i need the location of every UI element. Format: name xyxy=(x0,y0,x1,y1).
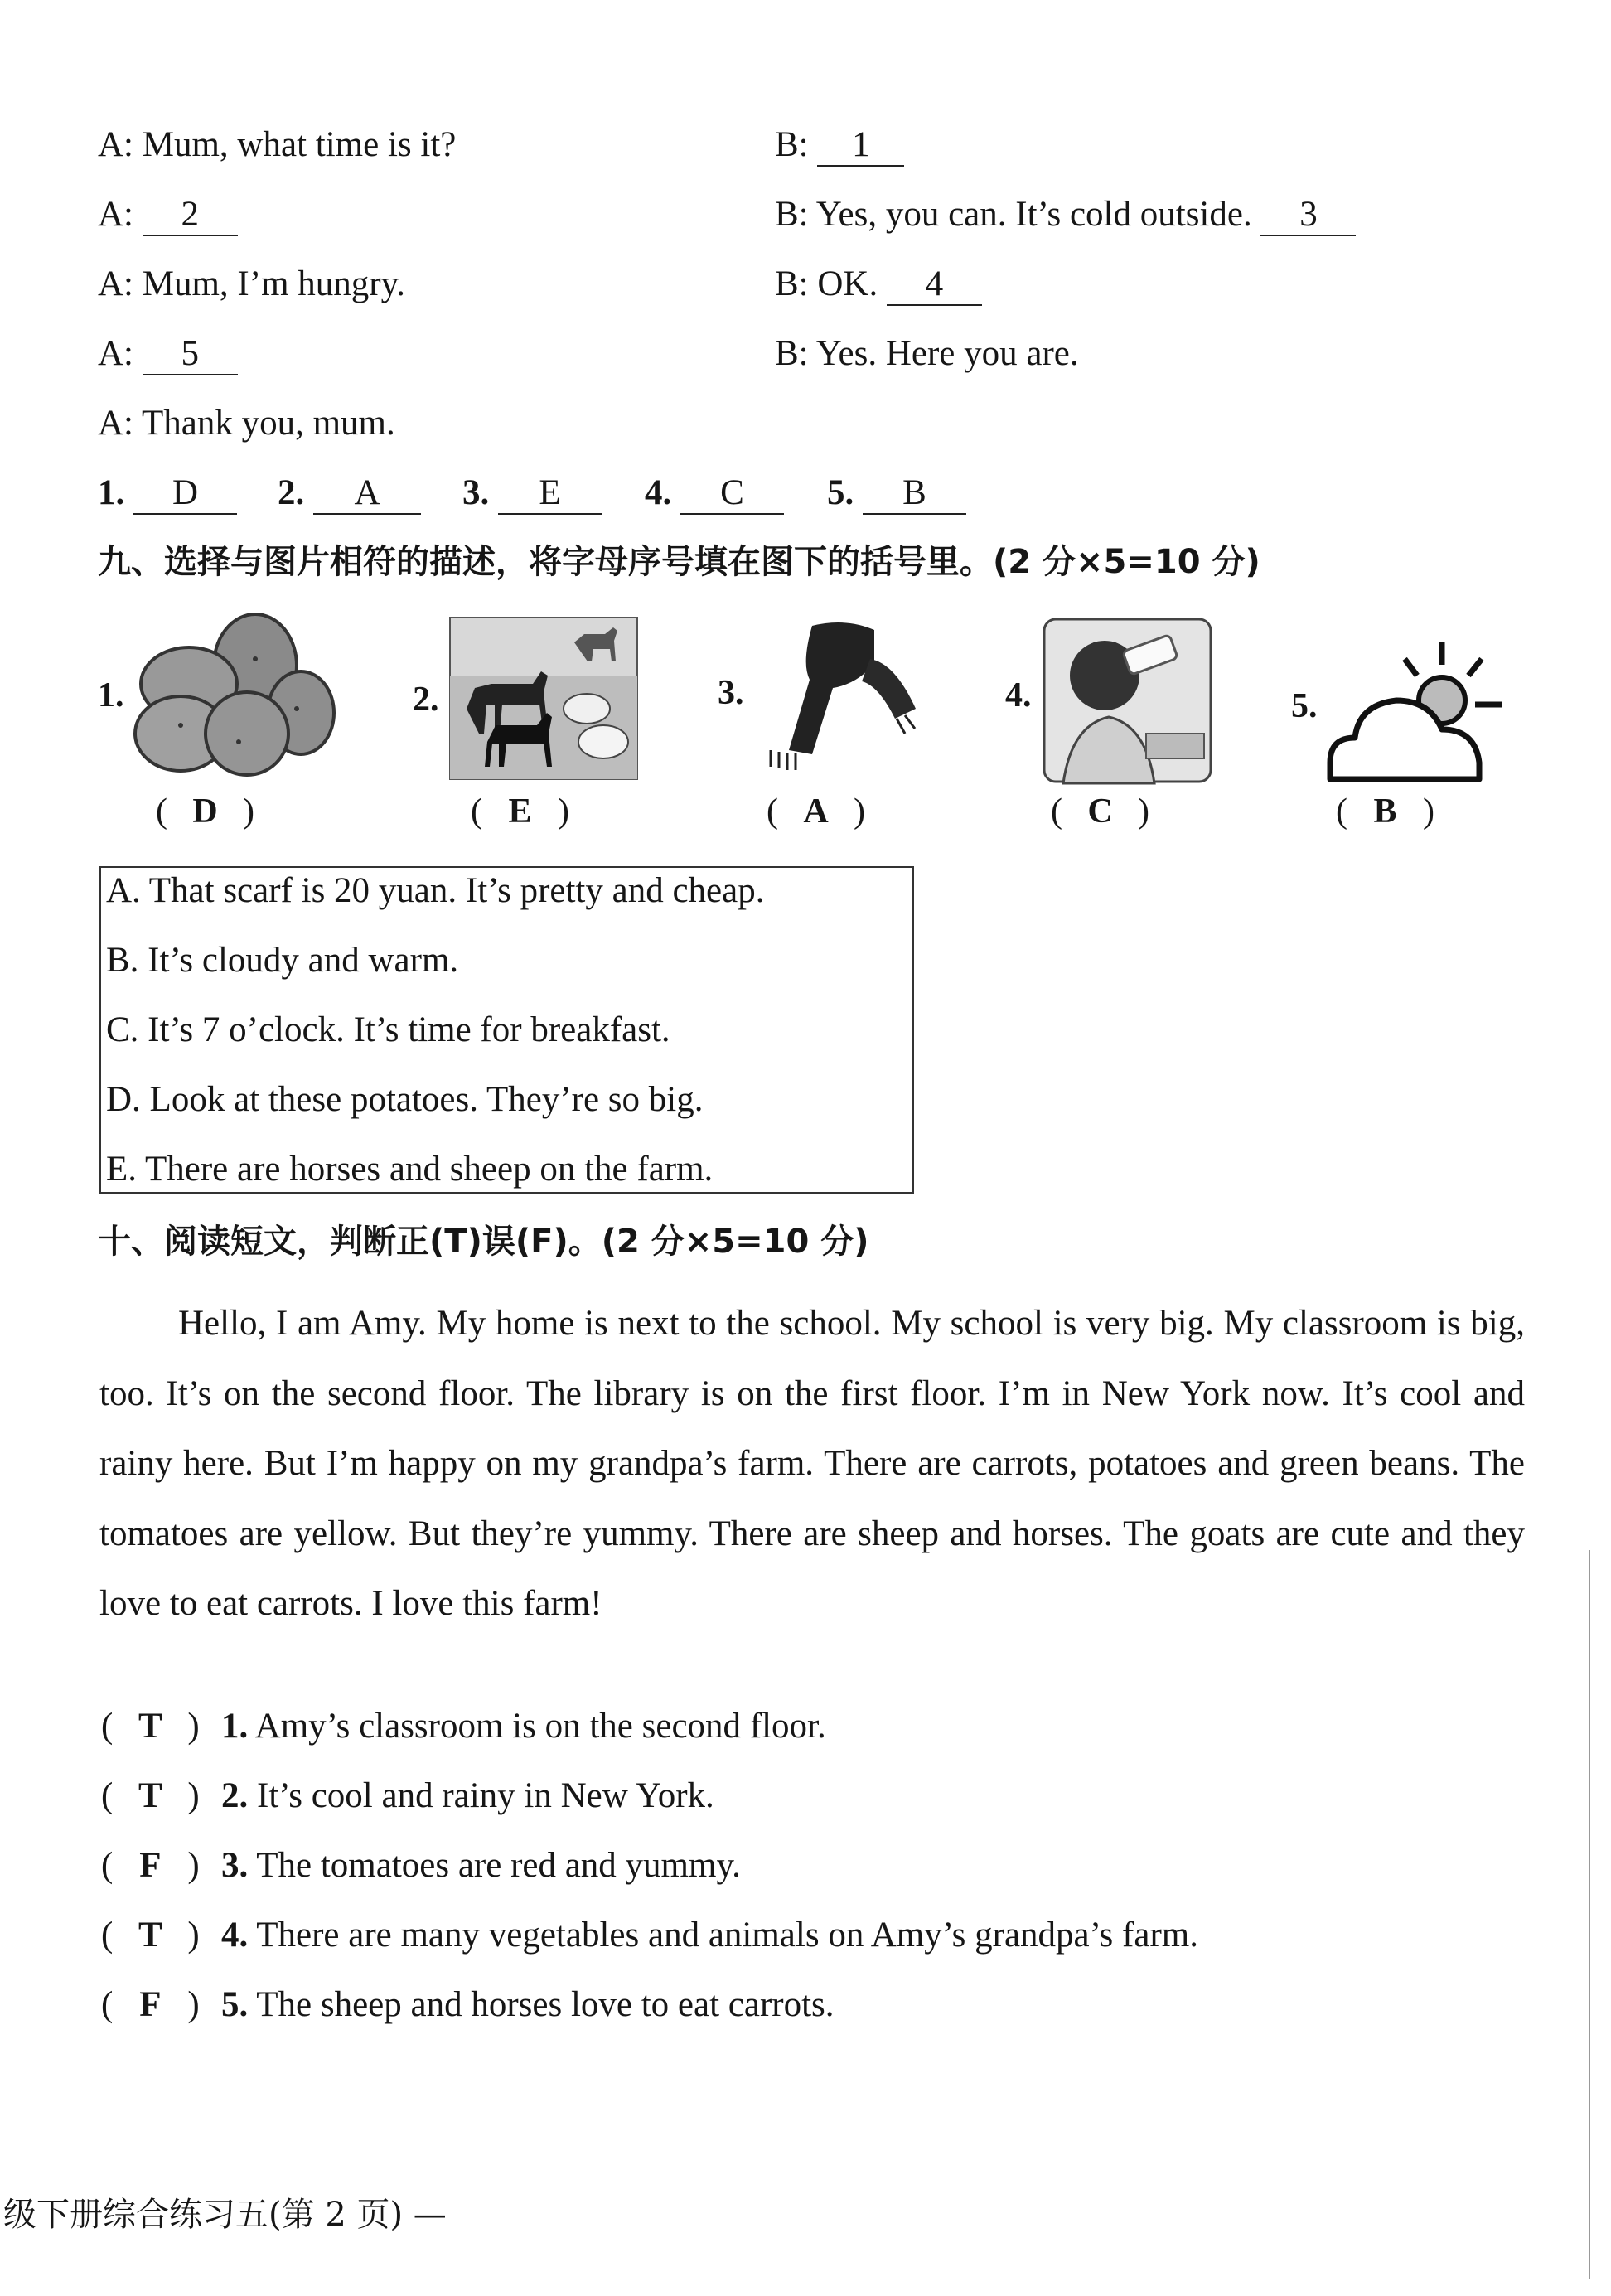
statement-4: ( T ) 4. There are many vegetables and animals on Amy’s grandpa’s farm. xyxy=(101,1916,1198,1955)
statement-3: ( F ) 3. The tomatoes are red and yummy. xyxy=(101,1846,741,1885)
page-edge-line xyxy=(1589,1550,1590,2279)
dialogue-answer-3: 3. E xyxy=(462,470,602,516)
dialogue-answer-2: 2. A xyxy=(278,470,421,516)
blank-3: 3 xyxy=(1260,195,1356,236)
option-b: B. It’s cloudy and warm. xyxy=(106,941,459,980)
dialogue-line-a3: A: Mum, I’m hungry. xyxy=(98,264,406,303)
section-9-title: 九、选择与图片相符的描述，将字母序号填在图下的括号里。(2 分×5=10 分) xyxy=(98,543,1260,581)
page-footer: 级下册综合练习五(第 2 页) — xyxy=(3,2196,447,2234)
statement-1: ( T ) 1. Amy’s classroom is on the second floor. xyxy=(101,1707,826,1746)
picture-answer-3: ( A ) xyxy=(767,792,865,831)
dialogue-line-a5: A: Thank you, mum. xyxy=(98,404,395,443)
dialogue-answer-4: 4. C xyxy=(645,470,784,516)
dialogue-line-a2: A: 2 xyxy=(98,191,238,238)
dialogue-line-b4: B: Yes. Here you are. xyxy=(775,334,1079,373)
statement-answer: T xyxy=(138,1707,162,1746)
picture-number-3: 3. xyxy=(718,674,744,712)
blank-4: 4 xyxy=(887,264,982,306)
statement-answer: F xyxy=(139,1985,162,2024)
dialogue-answer-5: 5. B xyxy=(827,470,966,516)
option-d: D. Look at these potatoes. They’re so big. xyxy=(106,1080,704,1119)
picture-number-4: 4. xyxy=(1005,676,1032,714)
blank-5: 5 xyxy=(143,334,238,375)
potatoes-picture xyxy=(131,609,334,779)
boy-drinking-milk-picture xyxy=(1043,618,1212,783)
picture-answer-4: ( C ) xyxy=(1051,792,1149,831)
picture-number-1: 1. xyxy=(98,676,124,714)
statement-2: ( T ) 2. It’s cool and rainy in New York. xyxy=(101,1776,714,1815)
dialogue-line-a1: A: Mum, what time is it? xyxy=(98,125,457,164)
options-box xyxy=(99,866,914,1194)
horses-sheep-picture xyxy=(450,618,637,779)
dialogue-line-b2: B: Yes, you can. It’s cold outside. 3 xyxy=(775,191,1356,238)
statement-5: ( F ) 5. The sheep and horses love to eat carrots. xyxy=(101,1985,835,2024)
blank-1: 1 xyxy=(817,125,904,167)
dialogue-answer-1: 1. D xyxy=(98,470,237,516)
section-10-title: 十、阅读短文，判断正(T)误(F)。(2 分×5=10 分) xyxy=(98,1223,869,1261)
picture-number-5: 5. xyxy=(1291,687,1318,725)
scarf-picture xyxy=(754,618,920,775)
picture-answer-2: ( E ) xyxy=(471,792,569,831)
statement-answer: T xyxy=(138,1916,162,1955)
statement-answer: F xyxy=(139,1846,162,1885)
dialogue-line-b1: B: 1 xyxy=(775,122,904,168)
picture-answer-5: ( B ) xyxy=(1336,792,1434,831)
sun-cloud-picture xyxy=(1326,638,1504,783)
option-c: C. It’s 7 o’clock. It’s time for breakfast. xyxy=(106,1010,670,1049)
blank-2: 2 xyxy=(143,195,238,236)
picture-number-2: 2. xyxy=(413,681,439,719)
reading-passage: Hello, I am Amy. My home is next to the school. My school is very big. My classroom is big, too. It’s on the second floor. The library is on the first floor. I’m in New York now. It’s cool and rainy here. But I’m happy on my grandpa’s farm. There are carrots, potatoes and green beans. The tomatoes are yellow. But they’re yummy. There are sheep and horses. The goats are cute and they love to eat carrots. I love this farm! xyxy=(99,1304,1525,1623)
option-a: A. That scarf is 20 yuan. It’s pretty and cheap. xyxy=(106,871,765,910)
statement-answer: T xyxy=(138,1776,162,1815)
picture-answer-1: ( D ) xyxy=(156,792,254,831)
option-e: E. There are horses and sheep on the farm. xyxy=(106,1150,714,1189)
dialogue-line-b3: B: OK. 4 xyxy=(775,261,982,308)
dialogue-line-a4: A: 5 xyxy=(98,331,238,377)
